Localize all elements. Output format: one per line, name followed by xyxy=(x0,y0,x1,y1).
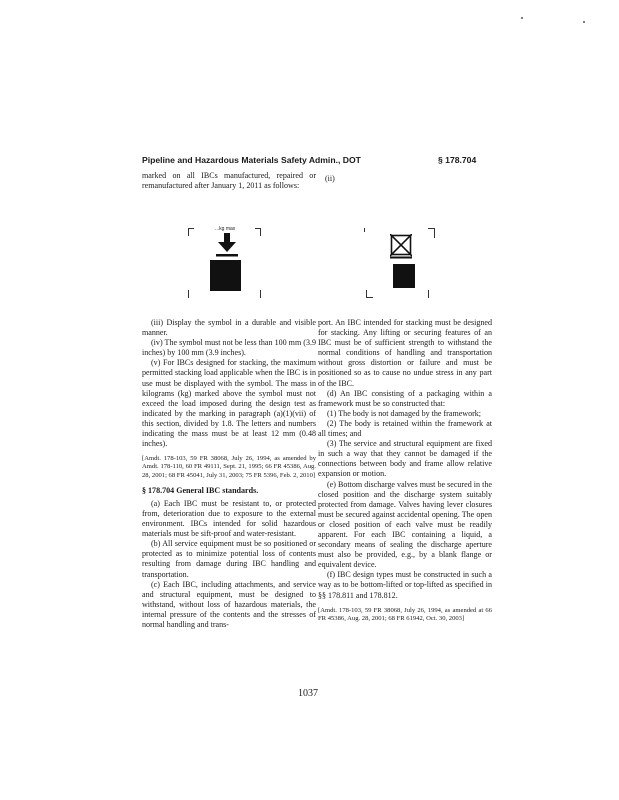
crop-mark xyxy=(188,228,189,236)
crop-mark xyxy=(260,290,261,298)
top-left-paragraph xyxy=(142,171,316,191)
crop-mark xyxy=(255,228,261,229)
paragraph: port. An IBC intended for stacking must be designed for stacking. Any lifting or securing features of an IBC must be of sufficient strength to withstand the normal conditions of handling and transportation without gross distortion or failure and must be positioned so as to cause no undue stress in any part of the IBC. xyxy=(318,318,492,388)
paragraph: (v) For IBCs designed for stacking, the maximum permitted stacking load applicable when the IBC is in use must be displayed with the symbol. The mass in kilograms (kg) marked above the symbol must not exceed the load imposed during the design test as indicated by the marking in paragraph (a)(1)(vii) of this section, divided by 1.8. The letters and numbers indicating the mass must be at least 12 mm (0.48 inches). xyxy=(142,358,316,449)
paragraph: (2) The body is retained within the framework at all times; and xyxy=(318,418,492,439)
section-heading: § 178.704 General IBC standards. xyxy=(142,485,259,495)
box-symbol xyxy=(393,264,415,288)
left-column xyxy=(142,318,316,630)
paragraph: (b) All service equipment must be so positioned or protected as to minimize potential loss of contents resulting from damage during IBC handling and transportation. xyxy=(142,539,316,579)
crossed-box-icon xyxy=(390,234,412,260)
crop-mark xyxy=(366,297,373,298)
crop-mark xyxy=(434,228,435,238)
top-left-text: marked on all IBCs manufactured, repaired or remanufactured after January 1, 2011 as follows: xyxy=(142,171,316,191)
paragraph: (iii) Display the symbol in a durable and visible manner. xyxy=(142,318,316,338)
crop-mark xyxy=(260,228,261,236)
paragraph: (e) Bottom discharge valves must be secured in the closed position and the discharge system suitably protected from damage. Valves having lever closures must be secured against accidental opening. The open or closed position of each valve must be readily apparent. For each IBC containing a liquid, a secondary means of sealing the discharge aperture must also be provided, e.g., by a blank flange or equivalent device. xyxy=(318,479,492,570)
crop-mark xyxy=(188,290,189,298)
crop-mark xyxy=(428,290,429,298)
paragraph: (a) Each IBC must be resistant to, or protected from, deterioration due to exposure to the external environment. IBCs intended for solid hazardous materials must be sift-proof and water-resistant. xyxy=(142,498,316,539)
page-number: 1037 xyxy=(298,688,318,699)
paragraph: (c) Each IBC, including attachments, and service and structural equipment, must be designed to withstand, without loss of hazardous materials, the internal pressure of the contents and the stresses of normal handling and trans- xyxy=(142,579,316,630)
right-column xyxy=(318,318,492,623)
down-arrow-icon xyxy=(216,233,238,257)
crop-mark xyxy=(188,228,194,229)
top-right-label: (ii) xyxy=(325,174,335,183)
stacking-not-permitted-figure xyxy=(362,222,442,302)
crop-mark xyxy=(364,228,365,232)
stacking-permitted-figure xyxy=(188,222,268,302)
paragraph: (3) The service and structural equipment are fixed in such a way that they cannot be damaged if the connections between body and frame allow relative expansion or motion. xyxy=(318,439,492,479)
authority-note: [Amdt. 178-103, 59 FR 38068, July 26, 1994, as amended by Amdt. 178-110, 60 FR 49111, Sept. 21, 1995; 66 FR 45386, Aug. 28, 2001; 68 FR 45041, July 31, 2003; 75 FR 5396, Feb. 2, 2010] xyxy=(142,455,316,479)
running-header-section: § 178.704 xyxy=(438,155,477,165)
paragraph: (iv) The symbol must not be less than 100 mm (3.9 inches) by 100 mm (3.9 inches). xyxy=(142,338,316,358)
paragraph: (d) An IBC consisting of a packaging within a framework must be so constructed that: xyxy=(318,388,492,408)
max-load-label: ...kg max xyxy=(215,226,236,232)
paragraph: (f) IBC design types must be constructed in such a way as to be bottom-lifted or top-lifted as specified in §§ 178.811 and 178.812. xyxy=(318,570,492,600)
box-symbol xyxy=(210,260,241,291)
authority-note: [Amdt. 178-103, 59 FR 38068, July 26, 1994, as amended at 66 FR 45386, Aug. 28, 2001; 68 FR 61942, Oct. 30, 2003] xyxy=(318,606,492,622)
crop-mark xyxy=(428,228,435,229)
running-header-title: Pipeline and Hazardous Materials Safety Admin., DOT xyxy=(142,155,361,165)
paragraph: (1) The body is not damaged by the framework; xyxy=(327,408,482,418)
scan-speck xyxy=(583,21,585,23)
scan-speck xyxy=(521,17,523,19)
